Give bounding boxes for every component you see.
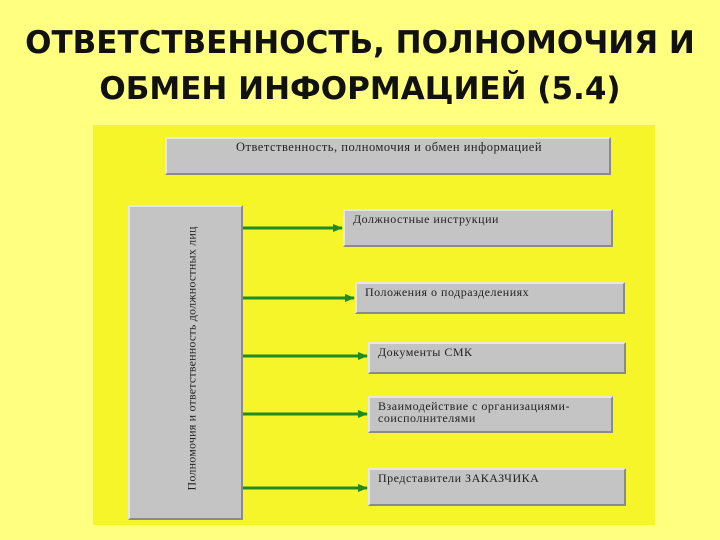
target-label: Взаимодействие с организациями-соисполнителями [378,399,570,425]
target-label: Документы СМК [378,345,473,359]
source-box-label: Полномочия и ответственность должностных лиц [184,225,199,490]
target-label: Положения о подразделениях [365,285,530,299]
slide-title: ОТВЕТСТВЕННОСТЬ, ПОЛНОМОЧИЯ И ОБМЕН ИНФОРМАЦИЕЙ (5.4) [25,25,695,107]
target-label: Представители ЗАКАЗЧИКА [378,471,540,485]
header-box-label: Ответственность, полномочия и обмен информацией [235,140,543,154]
target-label: Должностные инструкции [353,212,499,226]
